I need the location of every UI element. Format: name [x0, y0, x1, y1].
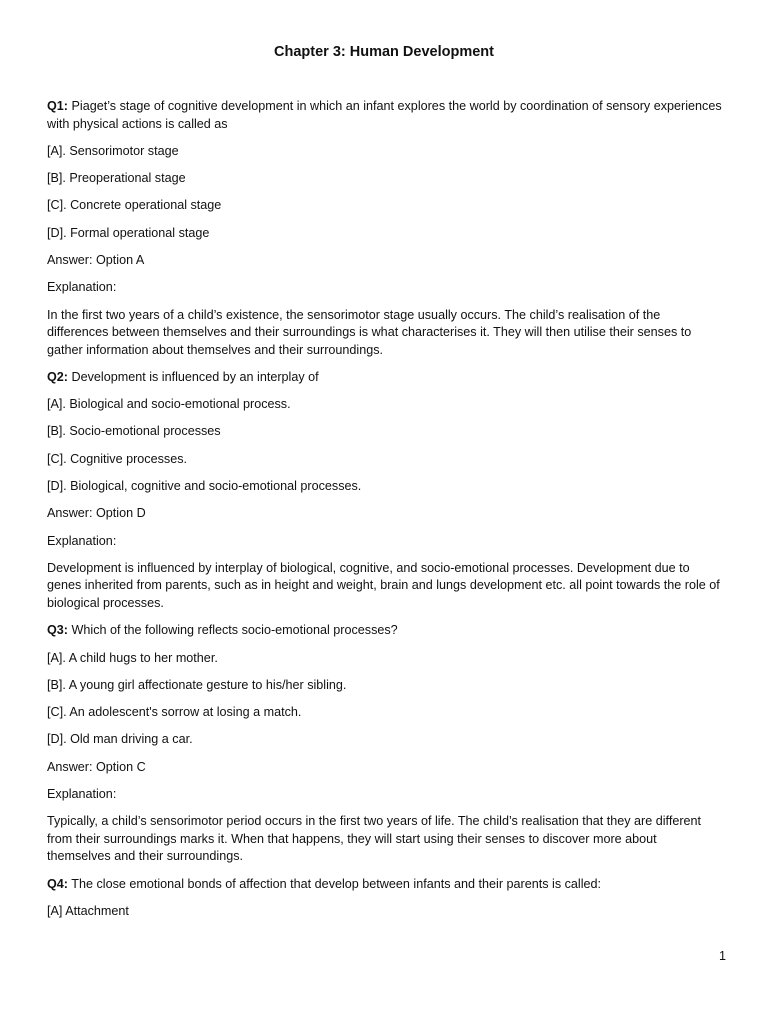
question-number: Q4: — [47, 876, 68, 891]
question-2 — [47, 369, 723, 387]
option-b: [B]. Preoperational stage — [47, 171, 186, 186]
page-number: 1 — [718, 949, 726, 963]
option-c: [C]. An adolescent's sorrow at losing a match. — [47, 705, 302, 720]
option-d: [D]. Old man driving a car. — [47, 732, 193, 747]
question-text: Piaget’s stage of cognitive development in which an infant explores the world by coordination of sensory experiences with physical actions is called as — [47, 99, 722, 131]
explanation-label: Explanation: — [47, 280, 117, 295]
option-a: [A]. Biological and socio-emotional process. — [47, 397, 291, 412]
option-b: [B]. Socio-emotional processes — [47, 424, 221, 439]
option-a: [A] Attachment — [47, 903, 129, 918]
question-text: Which of the following reflects socio-emotional processes? — [71, 623, 398, 638]
option-c: [C]. Cognitive processes. — [47, 451, 187, 466]
question-text: Development is influenced by an interplay of — [71, 369, 319, 384]
answer: Answer: Option D — [47, 506, 146, 521]
option-b: [B]. A young girl affectionate gesture to his/her sibling. — [47, 677, 347, 692]
answer: Answer: Option A — [47, 252, 145, 267]
explanation-text: Typically, a child’s sensorimotor period occurs in the first two years of life. The child’s realisation that they are different from their surroundings marks it. When that happens, they will start using their senses to discover more about themselves and their surroundings. — [47, 814, 702, 864]
question-number: Q3: — [47, 623, 68, 638]
explanation-text: Development is influenced by interplay of biological, cognitive, and socio-emotional processes. Development due to genes inherited from parents, such as in height and weight, brain and lungs development etc. all point towards the role of biological processes. — [47, 560, 720, 610]
option-d: [D]. Biological, cognitive and socio-emotional processes. — [47, 479, 362, 494]
explanation-label: Explanation: — [47, 533, 117, 548]
answer: Answer: Option C — [47, 759, 146, 774]
question-4 — [47, 876, 723, 894]
question-1 — [47, 98, 723, 133]
option-a: [A]. Sensorimotor stage — [47, 143, 179, 158]
explanation-label: Explanation: — [47, 787, 117, 802]
question-number: Q1: — [47, 99, 68, 113]
question-3 — [47, 622, 723, 640]
option-c: [C]. Concrete operational stage — [47, 198, 222, 213]
option-d: [D]. Formal operational stage — [47, 225, 210, 240]
question-text: The close emotional bonds of affection that develop between infants and their parents is called: — [71, 876, 602, 891]
option-a: [A]. A child hugs to her mother. — [47, 650, 218, 665]
document-body — [47, 98, 723, 930]
explanation-text: In the first two years of a child’s existence, the sensorimotor stage usually occurs. The child’s realisation of the differences between themselves and their surroundings is what characterises it. They will then utilise their senses to gather information about themselves and their surroundings. — [47, 307, 692, 357]
question-number: Q2: — [47, 369, 68, 384]
page-title: Chapter 3: Human Development — [274, 44, 494, 60]
